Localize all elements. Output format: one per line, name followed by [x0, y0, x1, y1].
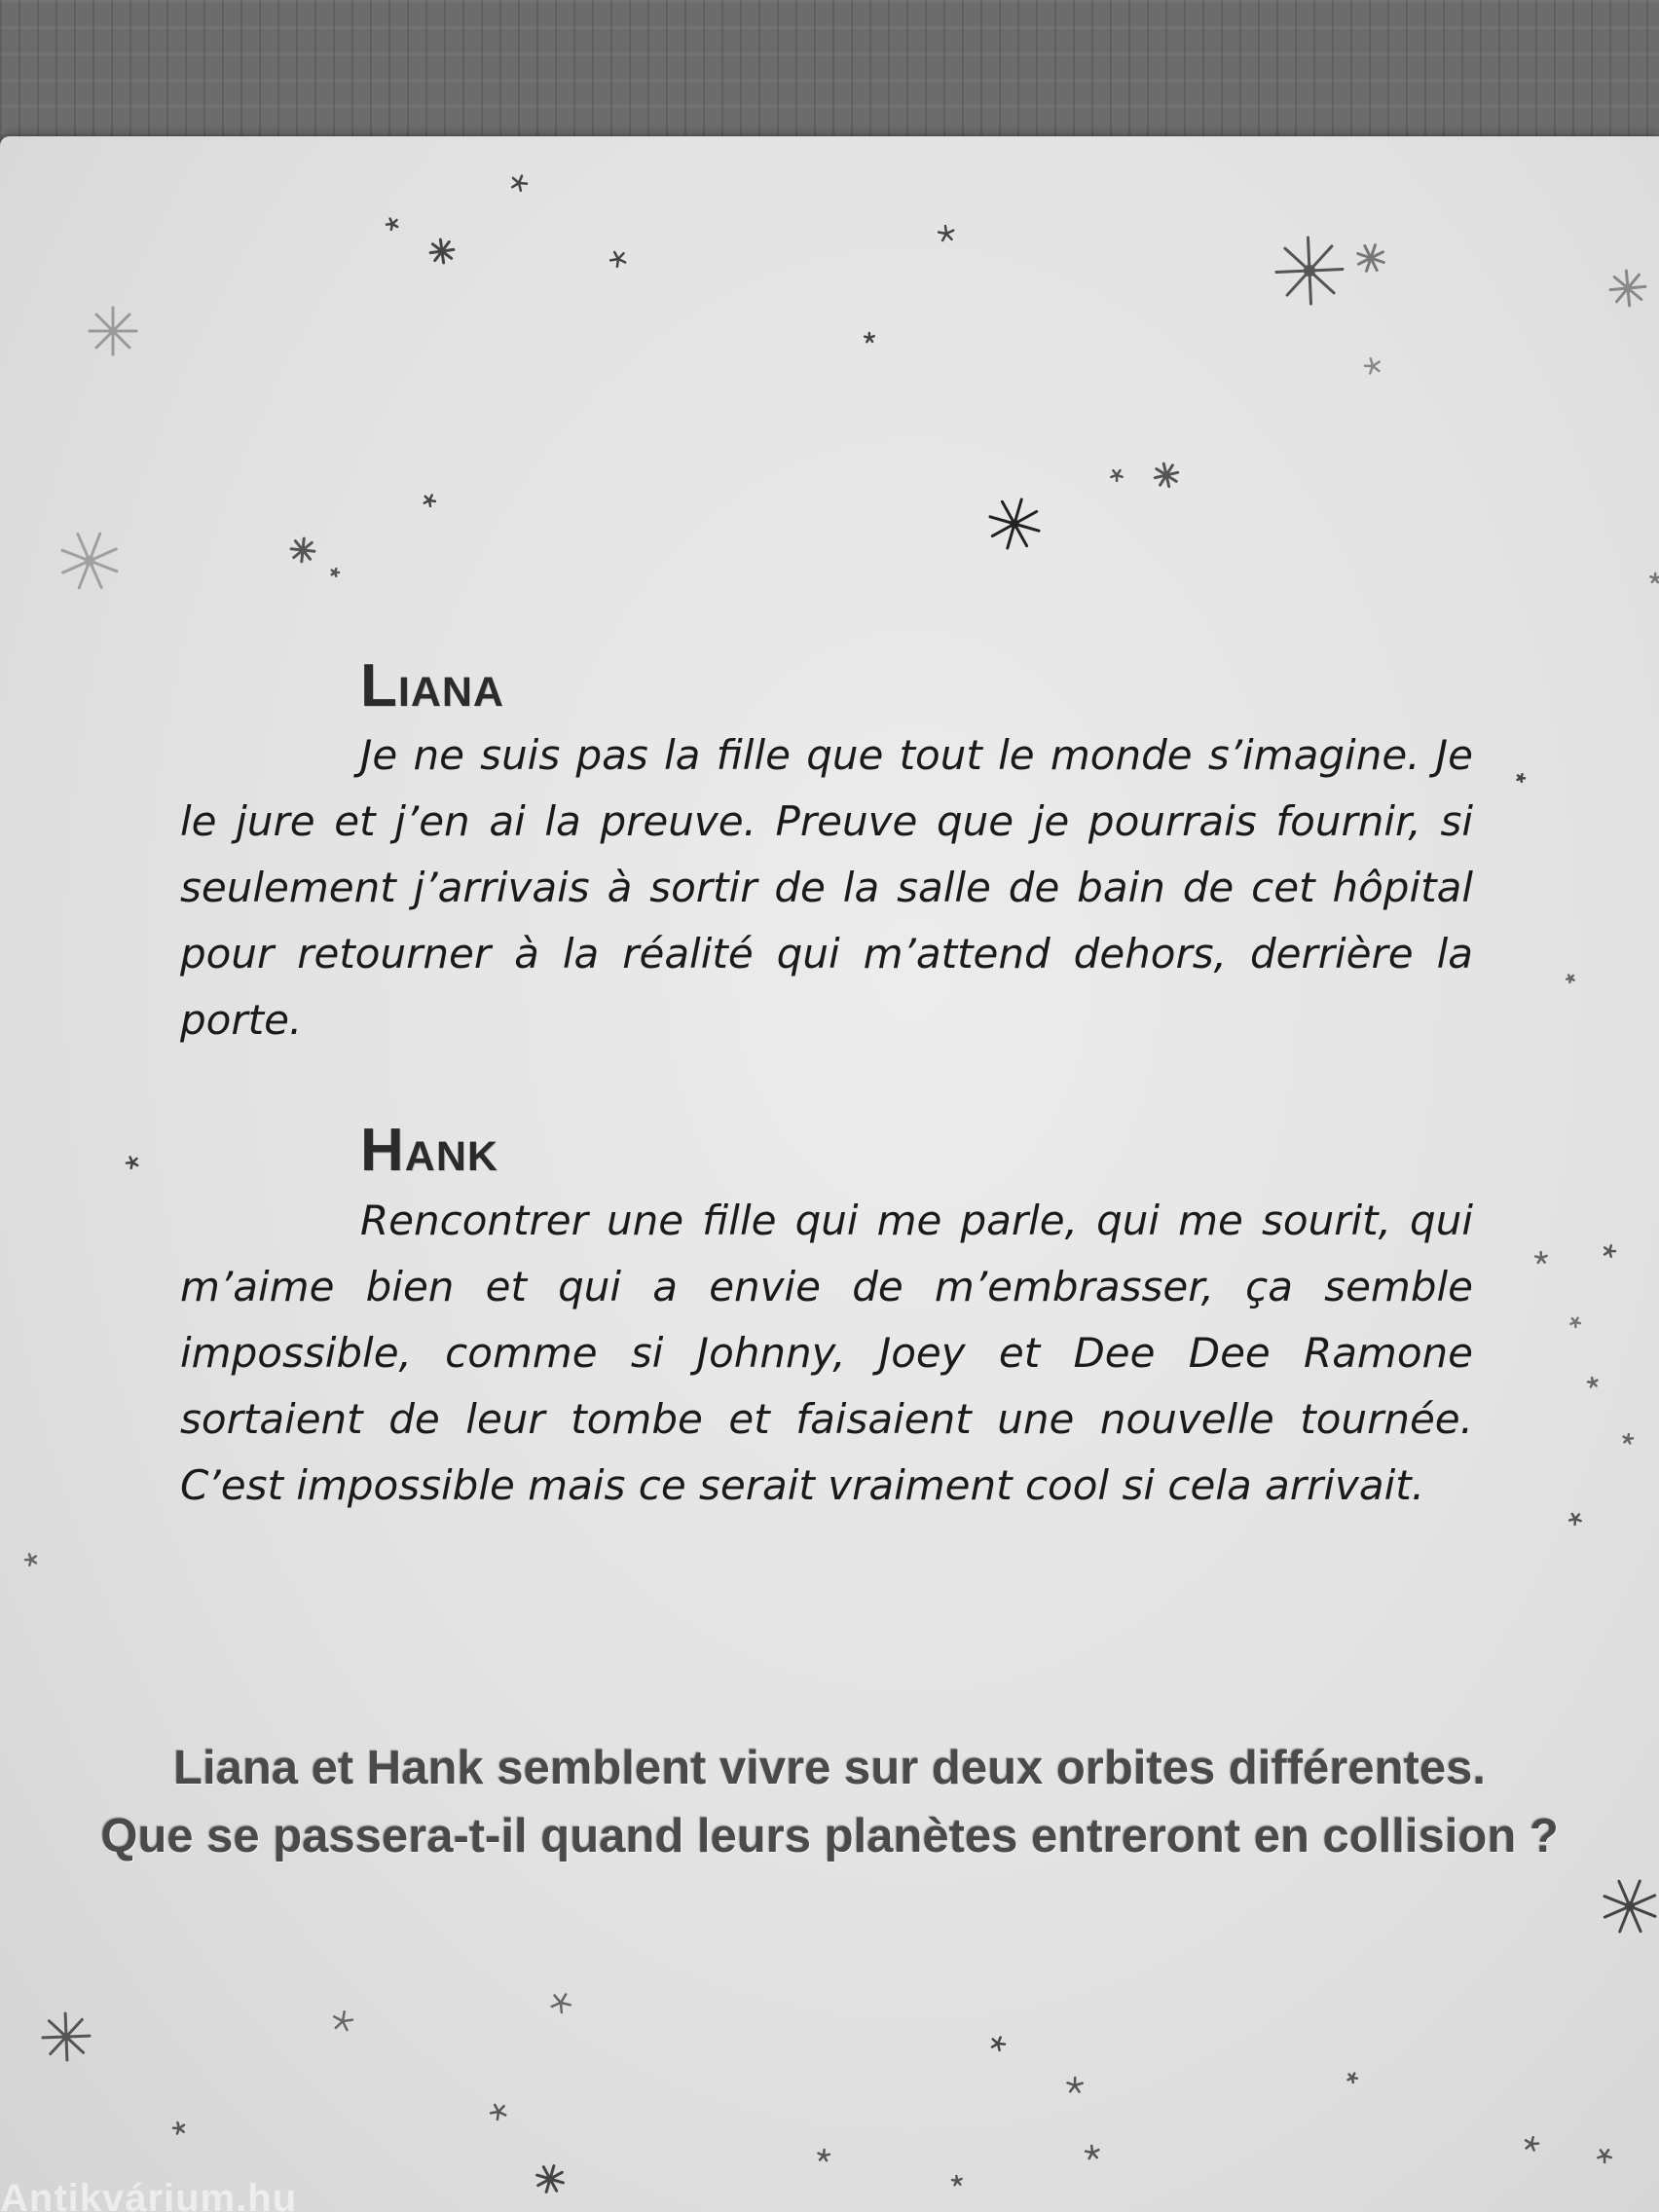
tagline-line-2: Que se passera-t-il quand leurs planètes entreront en collision ?: [100, 1810, 1559, 1862]
wooden-table-background: [0, 0, 1659, 156]
heading-hank: Hank: [360, 1117, 498, 1184]
tagline-line-1: Liana et Hank semblent vivre sur deux orbites différentes.: [173, 1742, 1486, 1794]
paragraph-hank: Rencontrer une fille qui me parle, qui me sourit, qui m’aime bien et qui a envie de m’embrasser, ça semble impossible, comme si Johnny, Joey et Dee Dee Ramone sortaient de leur tombe et faisaient une nouvelle tournée. C’est impossible mais ce serait vraiment cool si cela arrivait.: [180, 1197, 1473, 1509]
back-cover-page: [0, 136, 1659, 2212]
watermark-text: Antikvárium.hu: [0, 2177, 298, 2212]
paragraph-liana: Je ne suis pas la fille que tout le monde s’imagine. Je le jure et j’en ai la preuve. Preuve que je pourrais fournir, si seulement j’arrivais à sortir de la salle de bain de cet hôpital pour retourner à la réalité qui m’attend dehors, derrière la porte.: [180, 731, 1473, 1044]
heading-liana: Liana: [360, 652, 504, 719]
